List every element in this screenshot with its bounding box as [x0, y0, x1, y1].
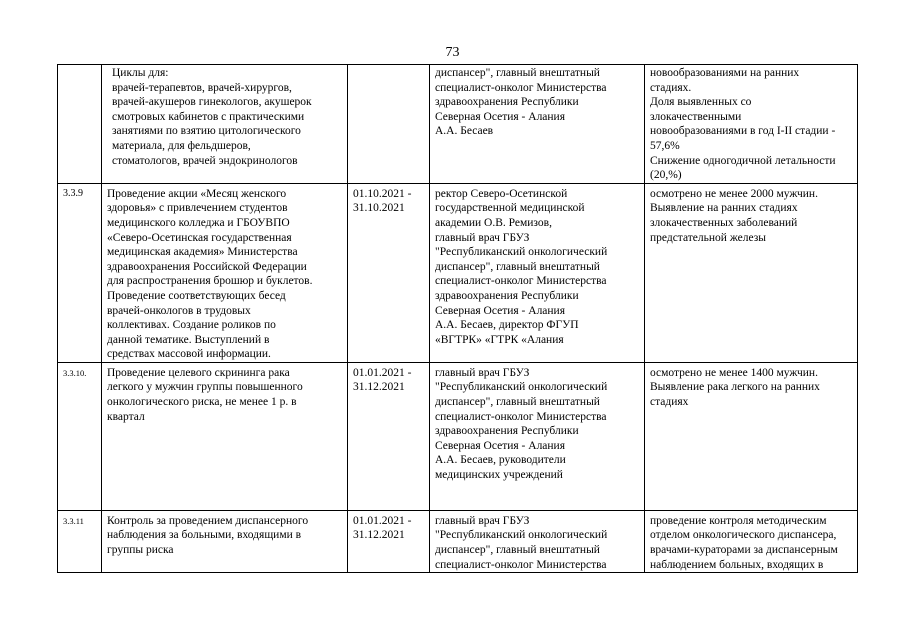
table-row: [58, 183, 858, 362]
dates-text: 01.10.2021 - 31.10.2021: [353, 187, 412, 215]
responsible-cell: [430, 510, 645, 572]
page-number: 73: [445, 45, 460, 60]
result-text: проведение контроля методическим отделом онкологического диспансера, врачами-кураторами за диспансерным наблюдением больных, входящих в: [650, 514, 838, 571]
table-row: [58, 510, 858, 572]
activity-text: Циклы для: врачей-терапевтов, врачей-хирургов, врачей-акушеров гинекологов, акушерок смотровых кабинетов с практическими занятиями по взятию цитологического материала, для фельдшеров, стоматологов, врачей эндокринологов: [112, 67, 312, 167]
responsible-cell: [430, 183, 645, 362]
table-row: [58, 65, 858, 184]
activity-plan-table: [57, 64, 858, 573]
activity-cell: [102, 65, 348, 184]
activity-text: Контроль за проведением диспансерного наблюдения за больными, входящими в группы риска: [107, 514, 309, 557]
item-number-cell: [58, 65, 102, 184]
dates-cell: [348, 362, 430, 510]
item-number-cell: 3.3.9: [58, 183, 102, 362]
dates-cell: [348, 65, 430, 184]
result-text: новообразованиями на ранних стадиях. Доля выявленных со злокачественными новообразованиями в год I-II стадии - 57,6% Снижение одногодичной летальности (20,%): [650, 67, 836, 182]
dates-cell: [348, 510, 430, 572]
activity-cell: [102, 183, 348, 362]
item-number-cell: 3.3.10.: [58, 362, 102, 510]
table-row: [58, 362, 858, 510]
item-number-cell: 3.3.11: [58, 510, 102, 572]
result-cell: [645, 65, 858, 184]
result-cell: [645, 510, 858, 572]
activity-text: Проведение акции «Месяц женского здоровья» с привлечением студентов медицинского колледжа и ГБОУВПО «Северо-Осетинская государственная медицинская академия» Министерства здравоохранения Российской Федерации для распространения брошюр и буклетов. Проведение соответствующих бесед врачей-онкологов в трудовых коллективах. Создание роликов по данной тематике. Выступлений в средствах массовой информации.: [107, 187, 313, 361]
dates-cell: [348, 183, 430, 362]
responsible-text: ректор Северо-Осетинской государственной медицинской академии О.В. Ремизов, главный врач ГБУЗ "Республиканский онкологический диспансер", главный внештатный специалист-онколог Министерства здравоохранения Республики Северная Осетия - Алания А.А. Бесаев, директор ФГУП «ВГТРК» «ГТРК «Алания: [435, 187, 608, 346]
result-cell: [645, 183, 858, 362]
activity-cell: [102, 362, 348, 510]
responsible-text: главный врач ГБУЗ "Республиканский онкологический диспансер", главный внештатный специалист-онколог Министерства здравоохранения Республики Северная Осетия - Алания А.А. Бесаев, руководители медицинских учреждений: [435, 366, 608, 482]
dates-text: 01.01.2021 - 31.12.2021: [353, 514, 412, 542]
activity-text: Проведение целевого скрининга рака легкого у мужчин группы повышенного онкологического риска, не менее 1 р. в квартал: [107, 366, 303, 423]
dates-text: 01.01.2021 - 31.12.2021: [353, 366, 412, 394]
result-cell: [645, 362, 858, 510]
responsible-cell: [430, 65, 645, 184]
responsible-text: диспансер", главный внештатный специалист-онколог Министерства здравоохранения Республики Северная Осетия - Алания А.А. Бесаев: [435, 67, 607, 138]
responsible-text: главный врач ГБУЗ "Республиканский онкологический диспансер", главный внештатный специалист-онколог Министерства: [435, 514, 608, 571]
result-text: осмотрено не менее 2000 мужчин. Выявление на ранних стадиях злокачественных заболеваний предстательной железы: [650, 187, 818, 244]
activity-cell: [102, 510, 348, 572]
responsible-cell: [430, 362, 645, 510]
result-text: осмотрено не менее 1400 мужчин. Выявление рака легкого на ранних стадиях: [650, 366, 820, 409]
